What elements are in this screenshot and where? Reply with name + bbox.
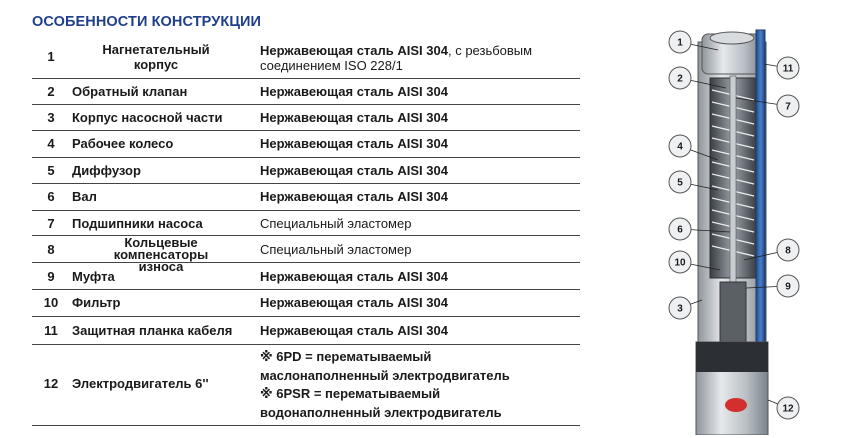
row-part: Вал <box>72 189 97 204</box>
row-part: Обратный клапан <box>72 84 188 99</box>
row-number: 5 <box>47 163 55 178</box>
callout-label-7: 7 <box>785 101 791 113</box>
row-material-line: ※ 6PSR = перематываемый <box>260 386 441 401</box>
row-material: Нержавеющая сталь AISI 304 <box>260 269 448 284</box>
row-part-line2: корпус <box>133 57 179 72</box>
table-row <box>32 211 580 236</box>
row-material <box>260 43 532 73</box>
row-material: Специальный эластомер <box>260 242 412 257</box>
row-number: 4 <box>47 136 55 151</box>
callout-label-10: 10 <box>674 257 686 269</box>
row-part-line1: Кольцевые компенсаторы <box>113 235 209 262</box>
table-row <box>32 131 580 158</box>
row-material: Нержавеющая сталь AISI 304 <box>260 136 448 151</box>
row-material: Нержавеющая сталь AISI 304 <box>260 84 448 99</box>
table-row <box>32 158 580 184</box>
callout-label-12: 12 <box>782 403 794 415</box>
callout-label-4: 4 <box>677 141 683 153</box>
coupling <box>720 282 746 342</box>
row-material: Нержавеющая сталь AISI 304 <box>260 163 448 178</box>
row-number: 7 <box>47 216 55 231</box>
row-material-line: водонаполненный электродвигатель <box>260 404 502 420</box>
table-row <box>32 345 580 426</box>
row-material: Нержавеющая сталь AISI 304 <box>260 189 448 204</box>
row-part-line1: Нагнетательный <box>102 42 210 57</box>
row-number: 2 <box>47 84 55 99</box>
row-number: 1 <box>47 49 55 64</box>
row-part: Муфта <box>72 269 115 284</box>
callout-label-8: 8 <box>785 245 791 257</box>
row-number: 11 <box>44 323 58 338</box>
row-material <box>260 348 510 422</box>
row-part: Подшипники насоса <box>72 216 203 231</box>
row-part-line2: износа <box>138 259 184 274</box>
row-material: Нержавеющая сталь AISI 304 <box>260 323 448 338</box>
table-row <box>32 317 580 345</box>
pump-cutaway-drawing <box>660 20 810 435</box>
row-material-rest: , с резьбовым <box>447 43 533 58</box>
row-material-line: ※ 6PD = перематываемый <box>260 349 432 364</box>
row-material: Нержавеющая сталь AISI 304 <box>260 295 448 310</box>
row-number: 6 <box>47 189 55 204</box>
cable-guard <box>756 30 765 342</box>
row-part <box>76 42 236 72</box>
callout-label-3: 3 <box>677 303 683 315</box>
construction-table <box>32 38 580 426</box>
motor-logo <box>725 398 747 412</box>
callout-label-1: 1 <box>677 37 683 49</box>
row-part: Рабочее колесо <box>72 136 174 151</box>
discharge-outlet <box>710 32 754 44</box>
callout-label-2: 2 <box>677 73 683 85</box>
motor-top-band <box>696 342 768 372</box>
callout-label-5: 5 <box>677 177 683 189</box>
table-row <box>32 79 580 105</box>
row-material-line: маслонаполненный электродвигатель <box>260 367 510 383</box>
row-material: Специальный эластомер <box>260 216 412 231</box>
table-row <box>32 105 580 131</box>
callout-label-11: 11 <box>782 63 794 75</box>
callout-label-6: 6 <box>677 224 683 236</box>
table-row <box>32 290 580 317</box>
row-part: Электродвигатель 6'' <box>72 376 209 391</box>
table-row <box>32 259 580 290</box>
row-part: Фильтр <box>72 295 121 310</box>
row-material-line2: соединением ISO 228/1 <box>260 58 403 73</box>
row-material: Нержавеющая сталь AISI 304 <box>260 110 448 125</box>
row-part: Корпус насосной части <box>72 110 223 125</box>
row-material-bold: Нержавеющая сталь AISI 304 <box>260 43 448 58</box>
row-number: 10 <box>43 295 59 310</box>
table-row <box>32 184 580 211</box>
callout-label-9: 9 <box>785 281 791 293</box>
row-part: Диффузор <box>72 163 141 178</box>
row-number: 8 <box>47 242 55 257</box>
row-number: 12 <box>43 376 59 391</box>
table-row <box>32 235 580 274</box>
row-part: Защитная планка кабеля <box>72 323 233 338</box>
section-title: ОСОБЕННОСТИ КОНСТРУКЦИИ <box>32 14 262 30</box>
row-number: 9 <box>47 269 55 284</box>
table-row <box>32 38 580 79</box>
row-number: 3 <box>47 110 55 125</box>
